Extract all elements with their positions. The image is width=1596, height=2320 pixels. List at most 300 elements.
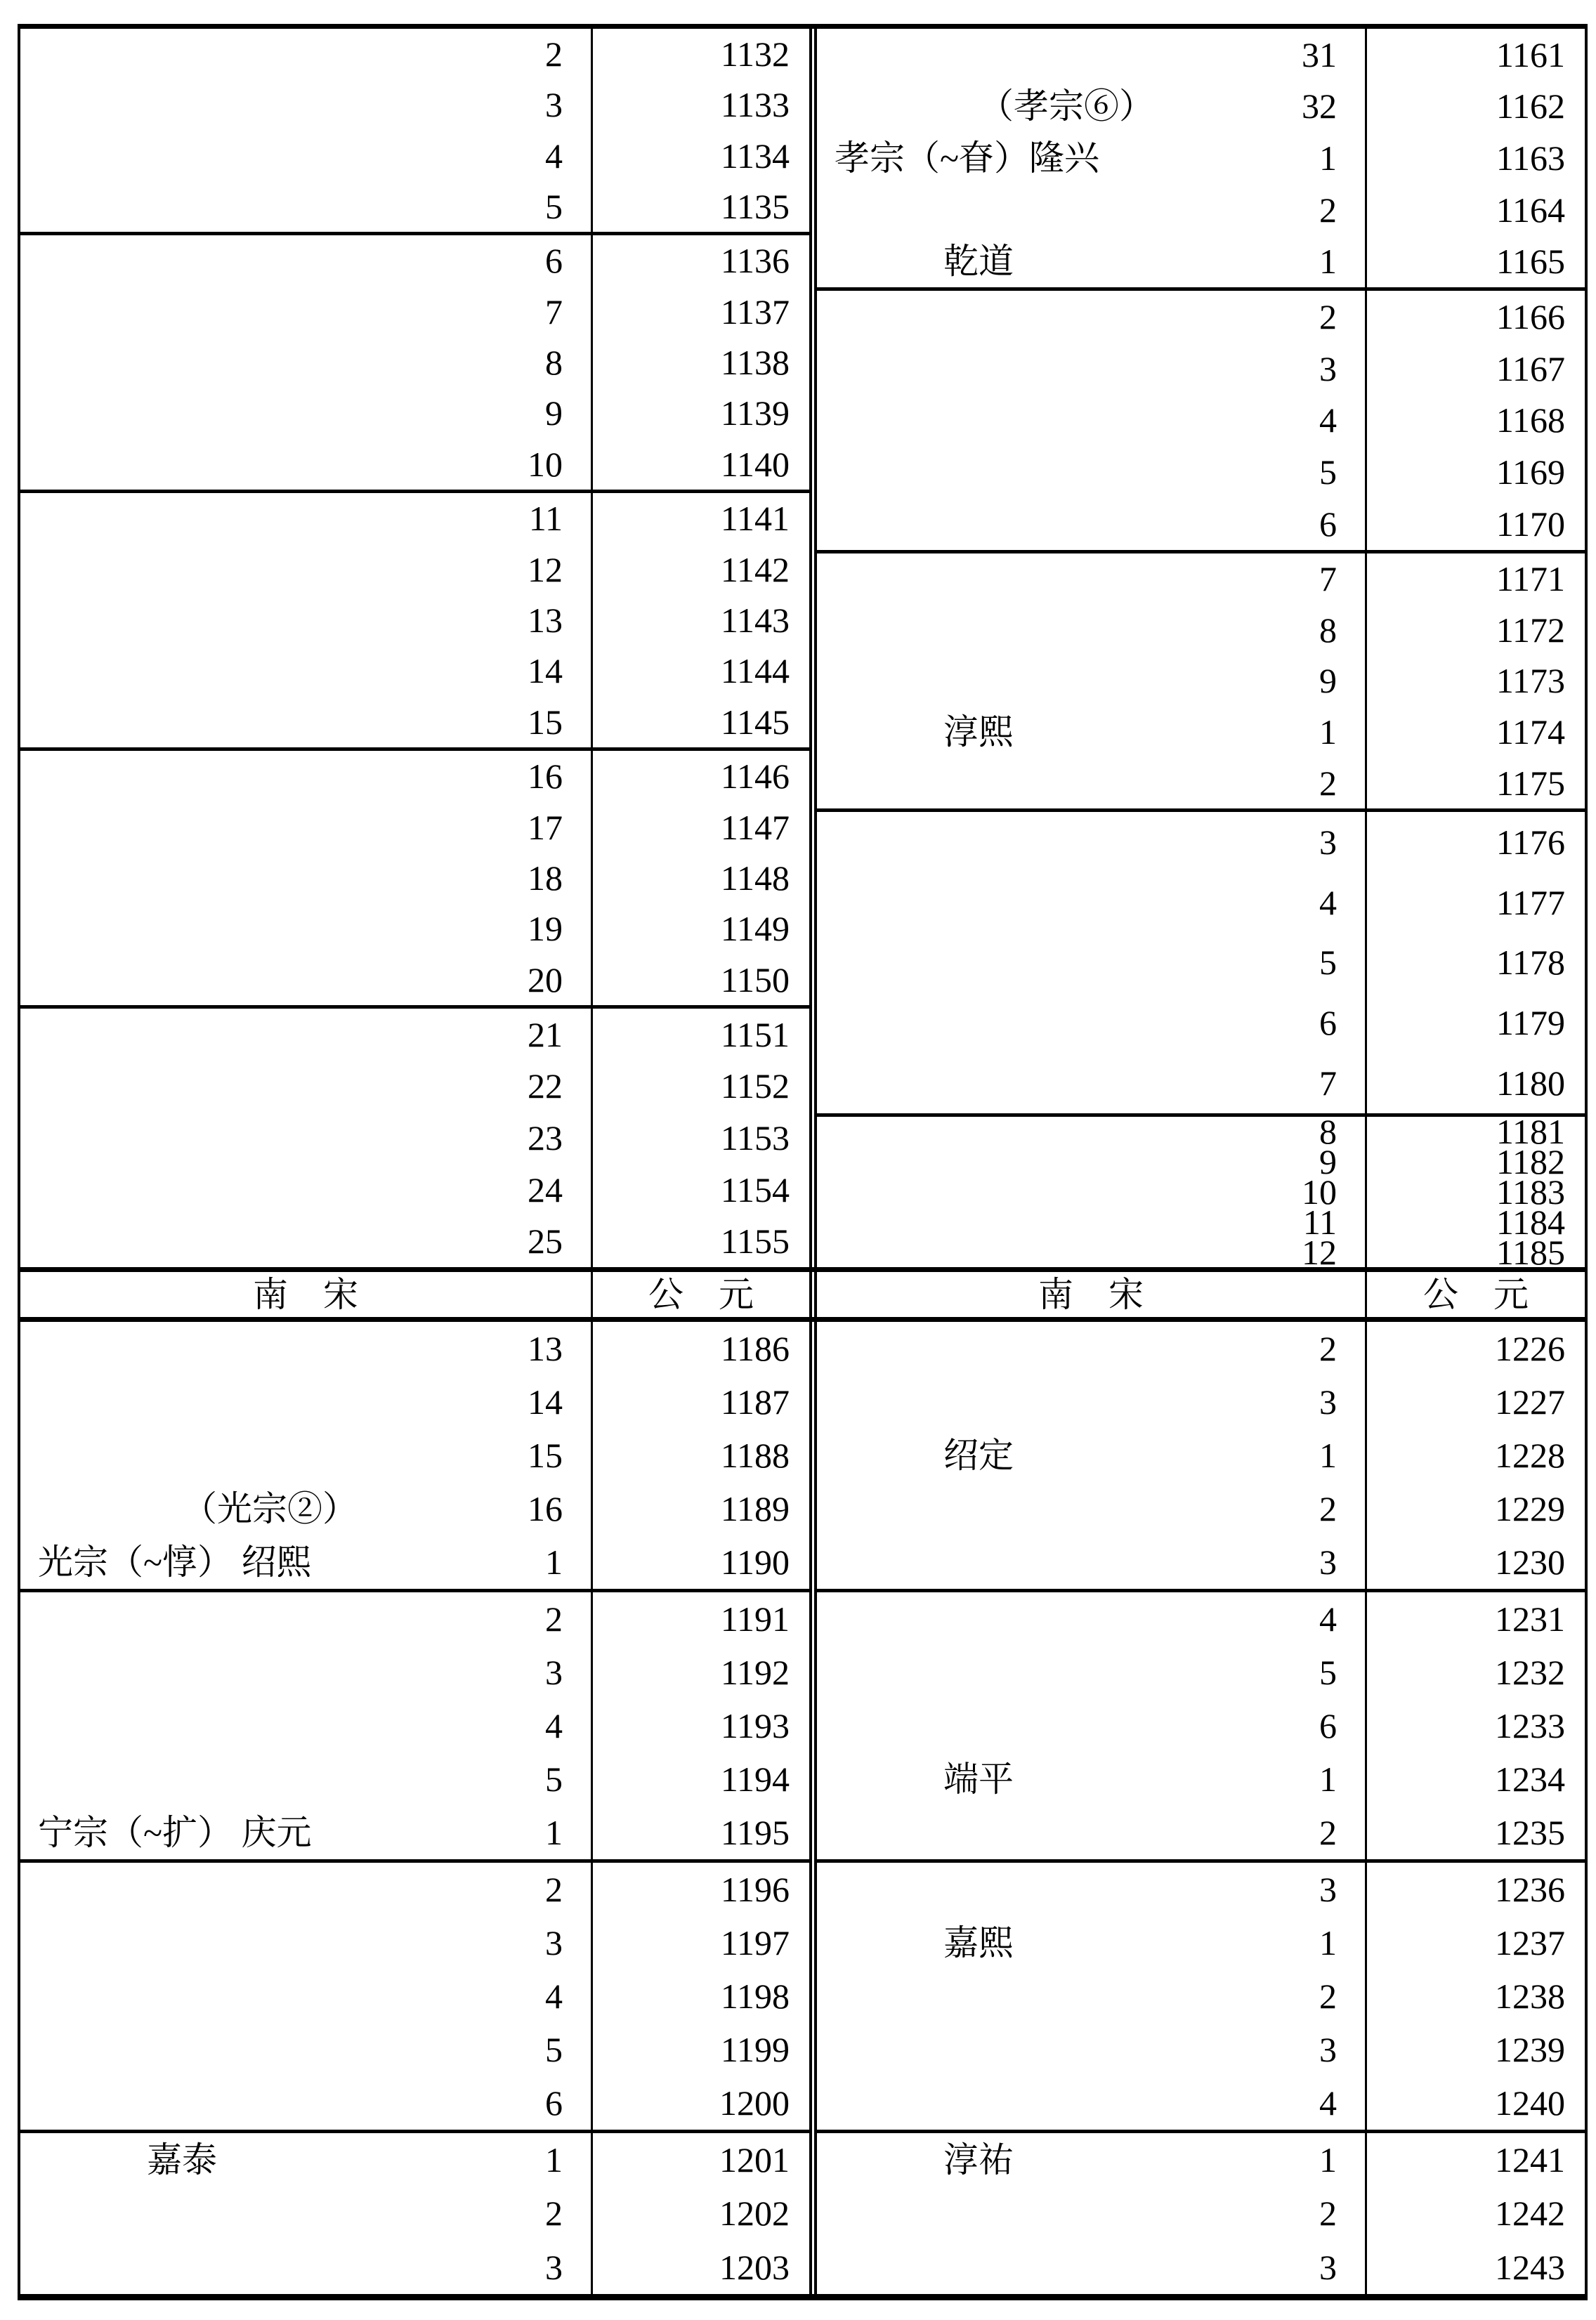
table-row bbox=[817, 1202, 1585, 1242]
era-section bbox=[20, 751, 809, 1009]
regnal-year-number: 14 bbox=[528, 651, 563, 691]
western-year-cell: 1136 bbox=[720, 241, 790, 281]
era-name-and-regnal-year-cell bbox=[817, 29, 1367, 81]
era-name-and-regnal-year-cell bbox=[20, 1646, 593, 1699]
table-row bbox=[20, 2187, 809, 2240]
western-year-cell: 1161 bbox=[1496, 34, 1565, 74]
era-name-and-regnal-year-cell bbox=[20, 29, 593, 79]
western-year-cell: 1235 bbox=[1495, 1813, 1565, 1852]
table-row bbox=[20, 286, 809, 336]
regnal-year-number: 2 bbox=[1319, 763, 1337, 803]
table-row bbox=[20, 595, 809, 645]
table-row bbox=[20, 388, 809, 438]
era-name-and-regnal-year-cell bbox=[817, 2076, 1367, 2130]
era-name-and-regnal-year-cell bbox=[20, 645, 593, 696]
table-row bbox=[20, 1646, 809, 1699]
era-name-and-regnal-year-cell bbox=[817, 1053, 1367, 1113]
table-row bbox=[20, 235, 809, 286]
era-name-and-regnal-year-cell bbox=[817, 992, 1367, 1053]
western-year-cell: 1153 bbox=[720, 1118, 790, 1158]
western-year-cell: 1229 bbox=[1495, 1489, 1565, 1528]
era-name-and-regnal-year-cell bbox=[817, 291, 1367, 343]
regnal-year-number: 1 bbox=[1319, 242, 1337, 282]
era-name-and-regnal-year-cell bbox=[20, 1592, 593, 1646]
era-name-and-regnal-year-cell bbox=[817, 1806, 1367, 1859]
regnal-year-number: 18 bbox=[528, 858, 563, 898]
western-year-cell: 1234 bbox=[1495, 1759, 1565, 1799]
table-row bbox=[817, 132, 1585, 184]
western-year-cell: 1238 bbox=[1495, 1977, 1565, 2016]
regnal-year-number: 15 bbox=[528, 702, 563, 742]
era-name-and-regnal-year-cell bbox=[817, 235, 1367, 287]
regnal-year-number: 15 bbox=[528, 1436, 563, 1475]
regnal-year-number: 12 bbox=[1302, 1232, 1337, 1272]
table-row bbox=[817, 1592, 1585, 1646]
table-row bbox=[20, 1970, 809, 2023]
western-year-cell: 1203 bbox=[719, 2247, 790, 2287]
era-name-and-regnal-year-cell bbox=[817, 757, 1367, 808]
table-row bbox=[20, 2076, 809, 2130]
regnal-year-number: 13 bbox=[528, 1329, 563, 1368]
table-row bbox=[20, 1863, 809, 1916]
era-name-and-regnal-year-cell bbox=[817, 1322, 1367, 1375]
table-row bbox=[20, 801, 809, 852]
regnal-year-number: 2 bbox=[545, 2194, 563, 2234]
western-year-cell: 1151 bbox=[720, 1014, 790, 1054]
regnal-year-number: 4 bbox=[545, 1977, 563, 2016]
western-year-cell: 1133 bbox=[720, 85, 790, 125]
regnal-year-number: 14 bbox=[528, 1382, 563, 1422]
table-row bbox=[20, 1806, 809, 1859]
western-year-cell: 1183 bbox=[1496, 1172, 1565, 1212]
regnal-year-number: 5 bbox=[545, 2030, 563, 2069]
table-row bbox=[20, 1009, 809, 1061]
era-name-label: 孝宗（~眘）隆兴 bbox=[835, 138, 1100, 178]
western-year-cell: 1200 bbox=[719, 2083, 790, 2123]
regnal-year-number: 5 bbox=[545, 1759, 563, 1799]
era-name-and-regnal-year-cell bbox=[20, 1863, 593, 1916]
table-row bbox=[817, 933, 1585, 993]
western-year-cell: 1236 bbox=[1495, 1870, 1565, 1909]
regnal-year-number: 3 bbox=[1319, 348, 1337, 388]
regnal-year-number: 2 bbox=[1319, 296, 1337, 336]
table-row bbox=[20, 493, 809, 544]
table-row bbox=[20, 2023, 809, 2076]
era-name-and-regnal-year-cell bbox=[20, 595, 593, 645]
group-bottom-left bbox=[20, 1322, 812, 2294]
western-year-cell: 1232 bbox=[1495, 1653, 1565, 1692]
header-left-group bbox=[20, 1272, 812, 1317]
western-year-cell: 1167 bbox=[1496, 348, 1565, 388]
era-name-and-regnal-year-cell bbox=[817, 2187, 1367, 2240]
table-row bbox=[20, 181, 809, 232]
western-year-cell: 1150 bbox=[720, 959, 790, 1000]
era-name-and-regnal-year-cell bbox=[20, 388, 593, 438]
era-section bbox=[817, 29, 1585, 291]
western-year-cell: 1182 bbox=[1496, 1142, 1565, 1182]
era-name-and-regnal-year-cell bbox=[20, 1806, 593, 1859]
header-cell-dynasty-right bbox=[817, 1272, 1367, 1317]
era-name-and-regnal-year-cell bbox=[20, 1375, 593, 1429]
era-name-and-regnal-year-cell bbox=[20, 544, 593, 594]
era-section bbox=[817, 2133, 1585, 2294]
era-name-and-regnal-year-cell bbox=[20, 2133, 593, 2187]
header-cell-dynasty-left bbox=[20, 1272, 593, 1317]
western-year-cell: 1230 bbox=[1495, 1542, 1565, 1582]
table-row bbox=[20, 955, 809, 1005]
table-row bbox=[817, 1970, 1585, 2023]
western-year-cell: 1243 bbox=[1495, 2247, 1565, 2287]
western-year-cell: 1164 bbox=[1496, 190, 1565, 230]
western-year-header-label: 公 元 bbox=[1423, 1275, 1529, 1314]
western-year-cell: 1237 bbox=[1495, 1923, 1565, 1962]
regnal-year-number: 1 bbox=[545, 1542, 563, 1582]
regnal-year-number: 2 bbox=[545, 1599, 563, 1639]
regnal-year-number: 1 bbox=[1319, 2140, 1337, 2180]
era-name-and-regnal-year-cell bbox=[20, 1970, 593, 2023]
western-year-cell: 1191 bbox=[720, 1599, 790, 1639]
era-name-and-regnal-year-cell bbox=[20, 1009, 593, 1061]
era-name-and-regnal-year-cell bbox=[817, 812, 1367, 872]
regnal-year-number: 1 bbox=[1319, 1759, 1337, 1799]
regnal-year-number: 3 bbox=[545, 85, 563, 125]
table-row bbox=[20, 1535, 809, 1589]
western-year-cell: 1173 bbox=[1496, 661, 1565, 701]
western-year-cell: 1190 bbox=[720, 1542, 790, 1582]
group-top-left bbox=[20, 29, 812, 1267]
era-name-and-regnal-year-cell bbox=[817, 498, 1367, 550]
western-year-cell: 1155 bbox=[720, 1221, 790, 1261]
western-year-cell: 1170 bbox=[1496, 504, 1565, 544]
era-name-and-regnal-year-cell bbox=[817, 446, 1367, 498]
era-name-and-regnal-year-cell bbox=[20, 697, 593, 747]
era-name-label: （光宗②） bbox=[182, 1489, 358, 1528]
chronology-table bbox=[18, 24, 1588, 2300]
era-name-and-regnal-year-cell bbox=[20, 286, 593, 336]
regnal-year-number: 8 bbox=[545, 343, 563, 383]
era-name-and-regnal-year-cell bbox=[817, 1863, 1367, 1916]
era-name-label: 嘉熙 bbox=[943, 1923, 1014, 1962]
western-year-cell: 1184 bbox=[1496, 1202, 1565, 1242]
regnal-year-number: 6 bbox=[1319, 1706, 1337, 1745]
regnal-year-number: 5 bbox=[1319, 452, 1337, 492]
western-year-cell: 1186 bbox=[720, 1329, 790, 1368]
era-name-and-regnal-year-cell bbox=[817, 1202, 1367, 1242]
western-year-cell: 1171 bbox=[1496, 559, 1565, 599]
western-year-cell: 1162 bbox=[1496, 86, 1565, 126]
regnal-year-number: 4 bbox=[1319, 400, 1337, 440]
regnal-year-number: 3 bbox=[1319, 822, 1337, 862]
table-row bbox=[817, 872, 1585, 933]
era-name-and-regnal-year-cell bbox=[817, 1112, 1367, 1152]
era-name-and-regnal-year-cell bbox=[817, 343, 1367, 395]
western-year-cell: 1135 bbox=[720, 186, 790, 226]
era-name-and-regnal-year-cell bbox=[817, 1429, 1367, 1482]
table-row bbox=[817, 1916, 1585, 1970]
table-row bbox=[817, 1429, 1585, 1482]
era-name-and-regnal-year-cell bbox=[817, 1535, 1367, 1589]
era-name-and-regnal-year-cell bbox=[817, 605, 1367, 656]
era-name-and-regnal-year-cell bbox=[817, 553, 1367, 605]
regnal-year-number: 1 bbox=[545, 1813, 563, 1852]
regnal-year-number: 5 bbox=[1319, 943, 1337, 983]
regnal-year-number: 1 bbox=[1319, 712, 1337, 752]
table-row bbox=[817, 1053, 1585, 1113]
era-name-and-regnal-year-cell bbox=[817, 1646, 1367, 1699]
era-name-label: 淳祐 bbox=[943, 2140, 1014, 2180]
regnal-year-number: 25 bbox=[528, 1221, 563, 1261]
era-name-and-regnal-year-cell bbox=[817, 1232, 1367, 1272]
regnal-year-number: 3 bbox=[1319, 2030, 1337, 2069]
western-year-cell: 1138 bbox=[720, 343, 790, 383]
era-name-and-regnal-year-cell bbox=[20, 79, 593, 130]
era-section bbox=[20, 2133, 809, 2294]
regnal-year-number: 4 bbox=[545, 136, 563, 176]
era-section bbox=[817, 1592, 1585, 1863]
western-year-cell: 1175 bbox=[1496, 763, 1565, 803]
era-name-and-regnal-year-cell bbox=[20, 751, 593, 801]
western-year-cell: 1227 bbox=[1495, 1382, 1565, 1422]
regnal-year-number: 2 bbox=[1319, 1489, 1337, 1528]
western-year-cell: 1196 bbox=[720, 1870, 790, 1909]
table-row bbox=[20, 903, 809, 954]
western-year-cell: 1198 bbox=[720, 1977, 790, 2016]
table-row bbox=[817, 1806, 1585, 1859]
western-year-cell: 1241 bbox=[1495, 2140, 1565, 2180]
regnal-year-number: 5 bbox=[545, 186, 563, 226]
era-name-and-regnal-year-cell bbox=[20, 1916, 593, 1970]
era-name-and-regnal-year-cell bbox=[20, 1061, 593, 1113]
western-year-cell: 1177 bbox=[1496, 882, 1565, 922]
regnal-year-number: 16 bbox=[528, 1489, 563, 1528]
era-section bbox=[817, 553, 1585, 812]
table-row bbox=[817, 2076, 1585, 2130]
table-row bbox=[20, 853, 809, 903]
era-name-label: （孝宗⑥） bbox=[979, 86, 1154, 126]
era-name-and-regnal-year-cell bbox=[817, 1699, 1367, 1752]
era-name-and-regnal-year-cell bbox=[20, 2187, 593, 2240]
western-year-cell: 1231 bbox=[1495, 1599, 1565, 1639]
table-row bbox=[817, 1699, 1585, 1752]
table-row bbox=[817, 812, 1585, 872]
western-year-cell: 1199 bbox=[720, 2030, 790, 2069]
table-row bbox=[817, 707, 1585, 758]
era-name-and-regnal-year-cell bbox=[817, 2241, 1367, 2294]
western-year-cell: 1181 bbox=[1496, 1112, 1565, 1152]
era-name-and-regnal-year-cell bbox=[20, 955, 593, 1005]
regnal-year-number: 3 bbox=[1319, 2247, 1337, 2287]
table-row bbox=[817, 498, 1585, 550]
western-year-cell: 1187 bbox=[720, 1382, 790, 1422]
western-year-cell: 1197 bbox=[720, 1923, 790, 1962]
regnal-year-number: 4 bbox=[1319, 882, 1337, 922]
table-row bbox=[817, 605, 1585, 656]
table-row bbox=[20, 1699, 809, 1752]
regnal-year-number: 23 bbox=[528, 1118, 563, 1158]
era-name-and-regnal-year-cell bbox=[20, 181, 593, 232]
western-year-cell: 1226 bbox=[1495, 1329, 1565, 1368]
regnal-year-number: 6 bbox=[545, 241, 563, 281]
table-row bbox=[20, 131, 809, 181]
western-year-cell: 1152 bbox=[720, 1066, 790, 1106]
regnal-year-number: 1 bbox=[1319, 1436, 1337, 1475]
era-name-and-regnal-year-cell bbox=[817, 2023, 1367, 2076]
table-row bbox=[817, 1863, 1585, 1916]
table-row bbox=[20, 1429, 809, 1482]
western-year-cell: 1169 bbox=[1496, 452, 1565, 492]
regnal-year-number: 1 bbox=[1319, 138, 1337, 178]
regnal-year-number: 9 bbox=[545, 393, 563, 433]
regnal-year-number: 4 bbox=[545, 1706, 563, 1745]
regnal-year-number: 10 bbox=[528, 444, 563, 484]
regnal-year-number: 8 bbox=[1319, 1112, 1337, 1152]
regnal-year-number: 6 bbox=[1319, 504, 1337, 544]
era-name-label: 绍定 bbox=[943, 1436, 1014, 1475]
western-year-cell: 1242 bbox=[1495, 2194, 1565, 2234]
western-year-header-label: 公 元 bbox=[648, 1275, 754, 1314]
era-name-label: 嘉泰 bbox=[147, 2140, 217, 2180]
western-year-cell: 1144 bbox=[720, 651, 790, 691]
era-name-label: 端平 bbox=[943, 1759, 1014, 1799]
era-section bbox=[817, 1112, 1585, 1272]
western-year-cell: 1139 bbox=[720, 393, 790, 433]
regnal-year-number: 19 bbox=[528, 909, 563, 949]
column-header-row bbox=[20, 1267, 1585, 1322]
western-year-cell: 1154 bbox=[720, 1169, 790, 1210]
western-year-cell: 1172 bbox=[1496, 610, 1565, 650]
table-row bbox=[817, 235, 1585, 287]
era-name-and-regnal-year-cell bbox=[817, 1142, 1367, 1182]
table-row bbox=[20, 1215, 809, 1267]
table-row bbox=[20, 1061, 809, 1113]
table-row bbox=[817, 395, 1585, 447]
era-name-and-regnal-year-cell bbox=[817, 707, 1367, 758]
table-row bbox=[20, 439, 809, 490]
table-row bbox=[817, 655, 1585, 707]
regnal-year-number: 2 bbox=[545, 34, 563, 74]
table-row bbox=[20, 79, 809, 130]
table-row bbox=[20, 645, 809, 696]
era-name-and-regnal-year-cell bbox=[20, 439, 593, 490]
table-row bbox=[817, 184, 1585, 236]
regnal-year-number: 9 bbox=[1319, 1142, 1337, 1182]
regnal-year-number: 4 bbox=[1319, 2083, 1337, 2123]
table-row bbox=[20, 1322, 809, 1375]
era-section bbox=[20, 29, 809, 235]
era-section bbox=[817, 812, 1585, 1117]
table-row bbox=[20, 751, 809, 801]
regnal-year-number: 2 bbox=[1319, 190, 1337, 230]
western-year-cell: 1174 bbox=[1496, 712, 1565, 752]
era-name-and-regnal-year-cell bbox=[20, 1215, 593, 1267]
western-year-cell: 1143 bbox=[720, 601, 790, 641]
table-row bbox=[817, 1172, 1585, 1212]
era-name-and-regnal-year-cell bbox=[20, 1429, 593, 1482]
era-name-and-regnal-year-cell bbox=[20, 235, 593, 286]
era-name-and-regnal-year-cell bbox=[817, 1375, 1367, 1429]
regnal-year-number: 2 bbox=[1319, 1977, 1337, 2016]
regnal-year-number: 2 bbox=[1319, 2194, 1337, 2234]
era-section bbox=[817, 1322, 1585, 1592]
table-row bbox=[817, 553, 1585, 605]
regnal-year-number: 31 bbox=[1302, 34, 1337, 74]
table-row bbox=[817, 2023, 1585, 2076]
western-year-cell: 1141 bbox=[720, 499, 790, 539]
regnal-year-number: 2 bbox=[1319, 1813, 1337, 1852]
western-year-cell: 1134 bbox=[720, 136, 790, 176]
era-name-and-regnal-year-cell bbox=[817, 1592, 1367, 1646]
table-row bbox=[20, 2133, 809, 2187]
table-row bbox=[817, 992, 1585, 1053]
western-year-cell: 1179 bbox=[1496, 1003, 1565, 1043]
regnal-year-number: 24 bbox=[528, 1169, 563, 1210]
table-row bbox=[817, 446, 1585, 498]
era-name-and-regnal-year-cell bbox=[20, 2023, 593, 2076]
table-row bbox=[817, 757, 1585, 808]
era-name-and-regnal-year-cell bbox=[20, 903, 593, 954]
regnal-year-number: 17 bbox=[528, 807, 563, 847]
era-name-and-regnal-year-cell bbox=[20, 1112, 593, 1164]
western-year-cell: 1142 bbox=[720, 549, 790, 589]
dynasty-header-label: 南 宋 bbox=[253, 1275, 358, 1314]
table-row bbox=[20, 337, 809, 388]
group-top-right bbox=[814, 29, 1585, 1272]
era-name-and-regnal-year-cell bbox=[817, 1916, 1367, 1970]
western-year-cell: 1148 bbox=[720, 858, 790, 898]
regnal-year-number: 7 bbox=[1319, 1063, 1337, 1103]
western-year-cell: 1178 bbox=[1496, 943, 1565, 983]
western-year-cell: 1202 bbox=[719, 2194, 790, 2234]
era-section bbox=[20, 493, 809, 751]
table-row bbox=[20, 1752, 809, 1806]
era-section bbox=[20, 1322, 809, 1592]
western-year-cell: 1185 bbox=[1496, 1232, 1565, 1272]
era-section bbox=[20, 1009, 809, 1267]
regnal-year-number: 6 bbox=[545, 2083, 563, 2123]
western-year-cell: 1166 bbox=[1496, 296, 1565, 336]
table-row bbox=[817, 1232, 1585, 1272]
era-name-and-regnal-year-cell bbox=[20, 1699, 593, 1752]
western-year-cell: 1189 bbox=[720, 1489, 790, 1528]
regnal-year-number: 3 bbox=[545, 2247, 563, 2287]
era-section bbox=[20, 1592, 809, 1863]
western-year-cell: 1147 bbox=[720, 807, 790, 847]
regnal-year-number: 3 bbox=[1319, 1382, 1337, 1422]
header-cell-year-right bbox=[1367, 1272, 1585, 1317]
era-name-and-regnal-year-cell bbox=[20, 801, 593, 852]
western-year-cell: 1163 bbox=[1496, 138, 1565, 178]
regnal-year-number: 20 bbox=[528, 959, 563, 1000]
western-year-cell: 1180 bbox=[1496, 1063, 1565, 1103]
western-year-cell: 1168 bbox=[1496, 400, 1565, 440]
table-row bbox=[817, 1375, 1585, 1429]
table-row bbox=[817, 1112, 1585, 1152]
era-name-and-regnal-year-cell bbox=[817, 132, 1367, 184]
western-year-cell: 1137 bbox=[720, 291, 790, 332]
era-section bbox=[20, 1863, 809, 2133]
era-name-label: 宁宗（~扩） 庆元 bbox=[38, 1813, 312, 1852]
era-section bbox=[817, 1863, 1585, 2133]
era-name-and-regnal-year-cell bbox=[817, 81, 1367, 133]
table-row bbox=[20, 544, 809, 594]
regnal-year-number: 3 bbox=[545, 1653, 563, 1692]
western-year-cell: 1228 bbox=[1495, 1436, 1565, 1475]
table-row bbox=[20, 1592, 809, 1646]
table-bottom-half bbox=[20, 1322, 1585, 2294]
western-year-cell: 1193 bbox=[720, 1706, 790, 1745]
era-name-and-regnal-year-cell bbox=[20, 853, 593, 903]
table-row bbox=[20, 1375, 809, 1429]
